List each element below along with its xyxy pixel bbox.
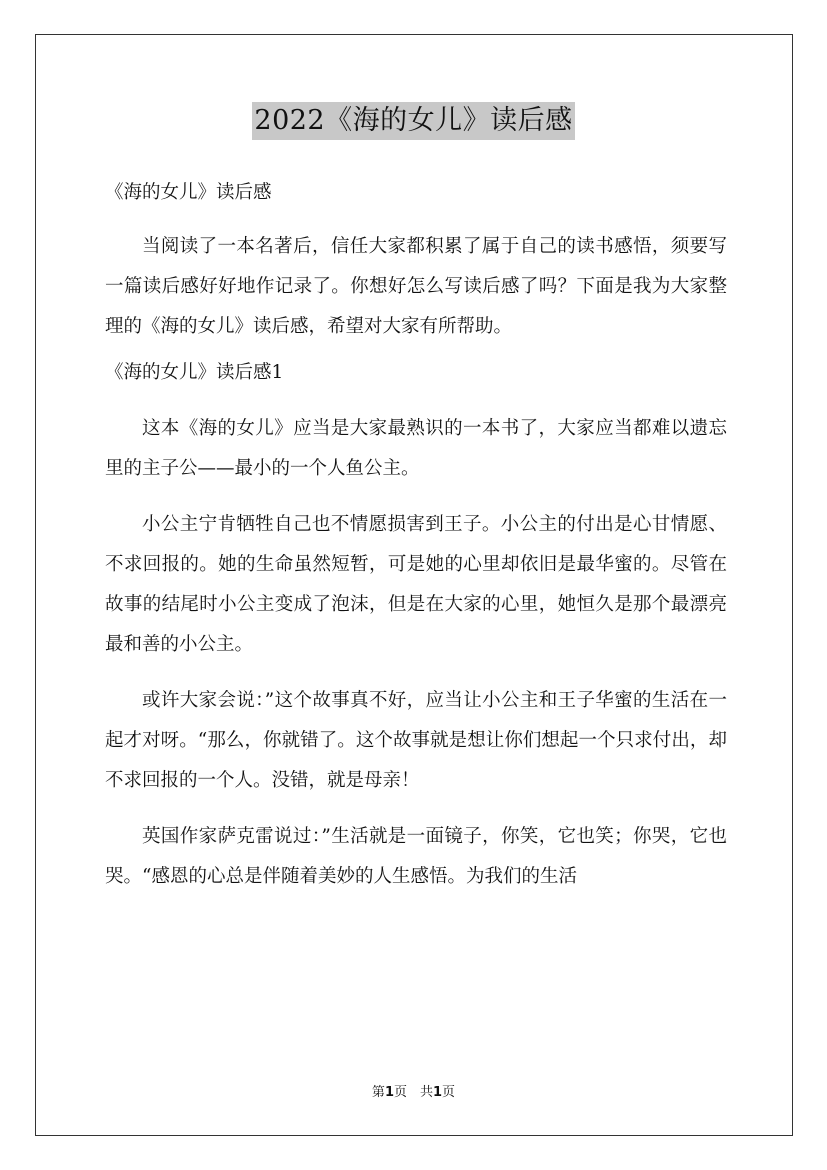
- paragraph: 英国作家萨克雷说过：”生活就是一面镜子，你笑，它也笑；你哭，它也哭。“感恩的心总是伴随着美妙的人生感悟。为我们的生活: [105, 826, 727, 887]
- intro-paragraph: 当阅读了一本名著后，信任大家都积累了属于自己的读书感悟，须要写一篇读后感好好地作记录了。你想好怎么写读后感了吗？下面是我为大家整理的《海的女儿》读后感，希望对大家有所帮助。: [105, 236, 727, 337]
- document-body: [105, 173, 727, 897]
- title-wrap: [0, 102, 827, 140]
- paragraph: 小公主宁肯牺牲自己也不情愿损害到王子。小公主的付出是心甘情愿、不求回报的。她的生命虽然短暂，可是她的心里却依旧是最华蜜的。尽管在故事的结尾时小公主变成了泡沫，但是在大家的心里，她恒久是那个最漂亮最和善的小公主。: [105, 514, 727, 655]
- document-title: 2022《海的女儿》读后感: [252, 102, 574, 140]
- intro-heading: 《海的女儿》读后感: [105, 182, 272, 203]
- footer-page-suffix: 页: [442, 1085, 456, 1100]
- footer-page-current: 1: [384, 1085, 394, 1100]
- paragraph: 或许大家会说：”这个故事真不好，应当让小公主和王子华蜜的生活在一起才对呀。“那么，你就错了。这个故事就是想让你们想起一个只求付出，却不求回报的一个人。没错，就是母亲！: [105, 690, 727, 791]
- paragraph: 这本《海的女儿》应当是大家最熟识的一本书了，大家应当都难以遗忘里的主子公——最小的一个人鱼公主。: [105, 418, 727, 479]
- page-footer: [0, 1084, 827, 1102]
- essay-1-heading: 《海的女儿》读后感1: [105, 362, 284, 383]
- footer-page-prefix: 第: [371, 1085, 385, 1100]
- footer-page-mid: 页 共: [393, 1085, 433, 1100]
- footer-page-total: 1: [433, 1085, 443, 1100]
